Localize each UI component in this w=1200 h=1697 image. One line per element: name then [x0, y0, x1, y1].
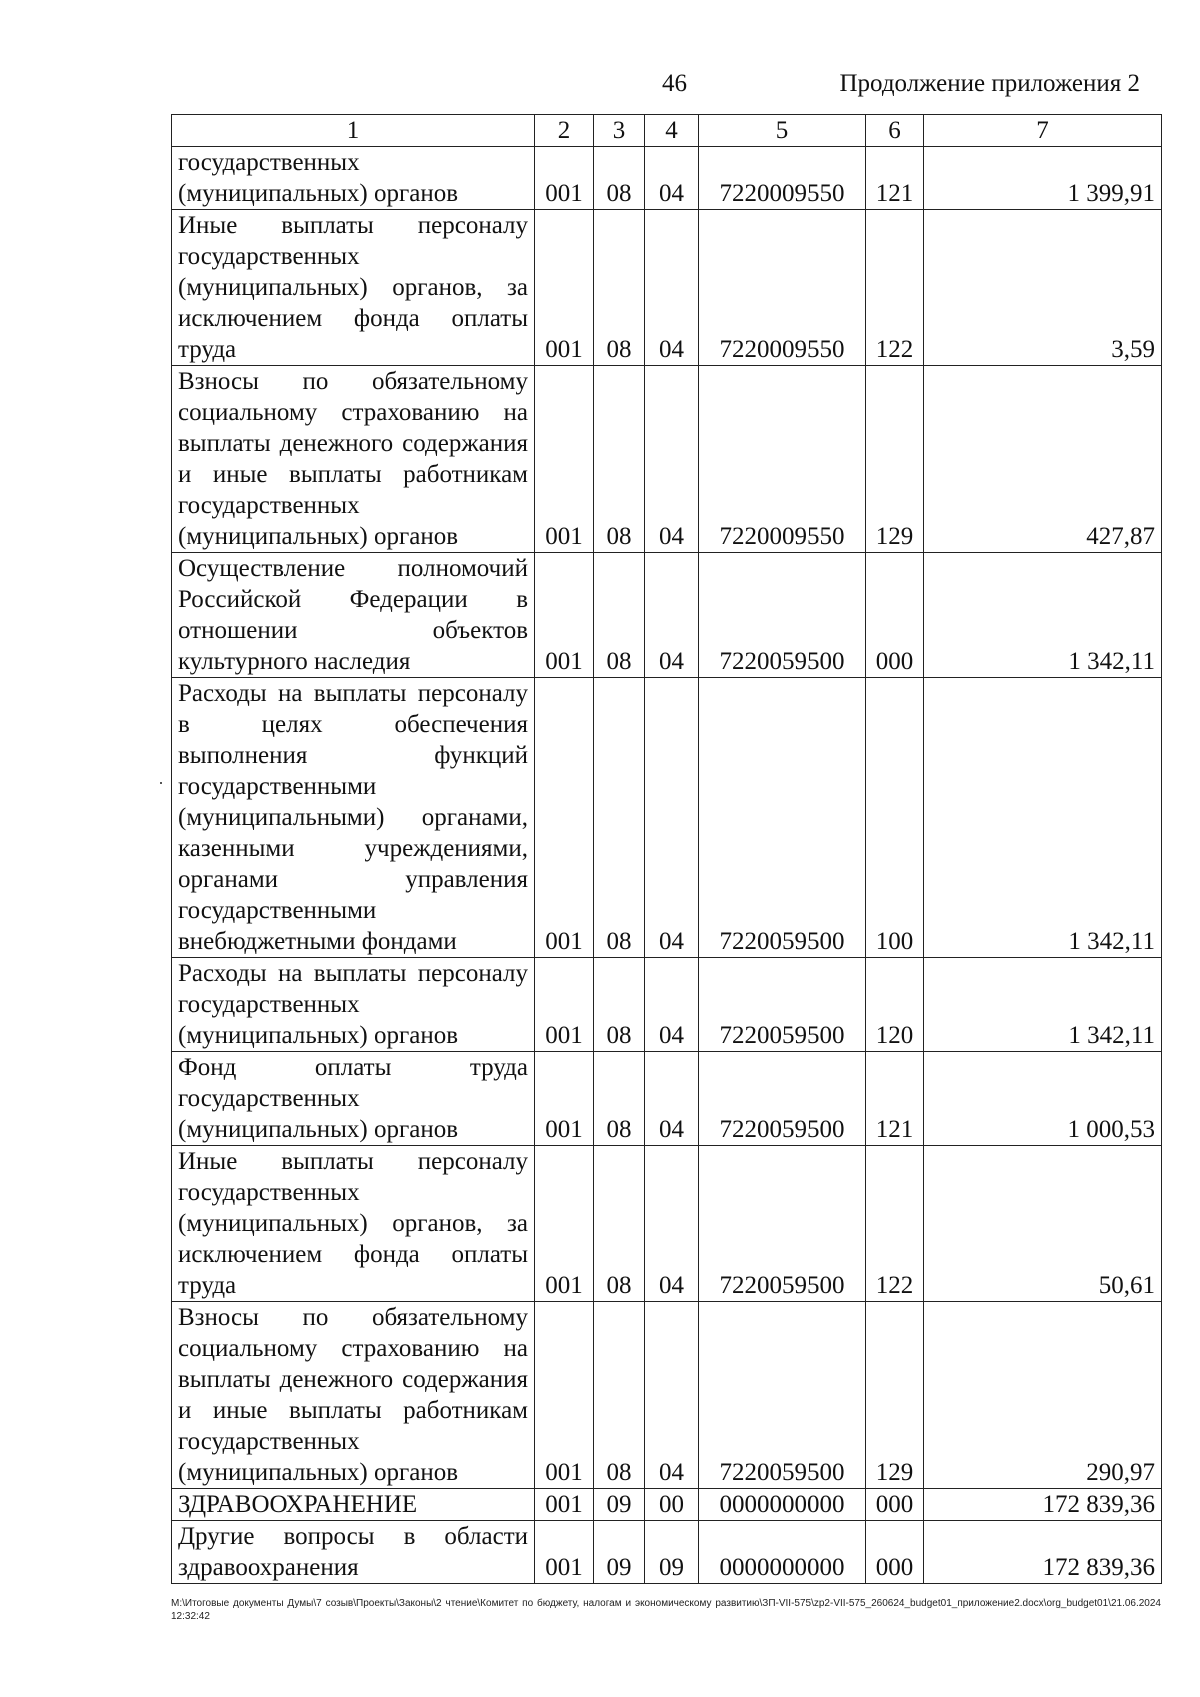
subsection-code: 04 — [645, 1146, 699, 1302]
target-article-code: 7220059500 — [699, 678, 866, 958]
column-header: 2 — [535, 115, 594, 147]
expense-name: Расходы на выплаты персоналу в целях обеспечения выполнения функций государственными (муниципальными) органами, казенными учреждениями, органами управления государственными внебюджетными фондами — [172, 678, 535, 958]
target-article-code: 0000000000 — [699, 1521, 866, 1584]
column-header: 7 — [924, 115, 1162, 147]
ministry-code: 001 — [535, 958, 594, 1052]
continuation-heading: Продолжение приложения 2 — [839, 70, 1140, 97]
ministry-code: 001 — [535, 366, 594, 553]
table-header-row — [172, 115, 1162, 147]
scan-speck — [160, 782, 162, 784]
subsection-code: 00 — [645, 1489, 699, 1521]
expense-type-code: 129 — [866, 1302, 924, 1489]
expense-type-code: 122 — [866, 1146, 924, 1302]
expense-type-code: 120 — [866, 958, 924, 1052]
expense-type-code: 129 — [866, 366, 924, 553]
section-code: 09 — [594, 1521, 645, 1584]
target-article-code: 7220059500 — [699, 553, 866, 678]
expense-type-code: 121 — [866, 147, 924, 210]
budget-table — [171, 114, 1162, 1584]
expense-type-code: 000 — [866, 553, 924, 678]
amount: 1 342,11 — [924, 553, 1162, 678]
amount: 1 000,53 — [924, 1052, 1162, 1146]
expense-name: Иные выплаты персоналу государственных (муниципальных) органов, за исключением фонда оплаты труда — [172, 210, 535, 366]
amount: 3,59 — [924, 210, 1162, 366]
expense-type-code: 100 — [866, 678, 924, 958]
amount: 290,97 — [924, 1302, 1162, 1489]
ministry-code: 001 — [535, 1052, 594, 1146]
expense-type-code: 000 — [866, 1489, 924, 1521]
section-code: 08 — [594, 210, 645, 366]
ministry-code: 001 — [535, 210, 594, 366]
table-row — [172, 1302, 1162, 1489]
column-header: 6 — [866, 115, 924, 147]
section-code: 08 — [594, 1146, 645, 1302]
ministry-code: 001 — [535, 1146, 594, 1302]
section-code: 08 — [594, 366, 645, 553]
target-article-code: 7220059500 — [699, 1052, 866, 1146]
ministry-code: 001 — [535, 1521, 594, 1584]
expense-name: ЗДРАВООХРАНЕНИЕ — [172, 1489, 535, 1521]
table-row — [172, 1052, 1162, 1146]
column-header: 1 — [172, 115, 535, 147]
table-row — [172, 366, 1162, 553]
amount: 1 399,91 — [924, 147, 1162, 210]
section-code: 08 — [594, 958, 645, 1052]
subsection-code: 04 — [645, 1302, 699, 1489]
section-code: 08 — [594, 1302, 645, 1489]
subsection-code: 04 — [645, 147, 699, 210]
expense-name: Фонд оплаты труда государственных (муниципальных) органов — [172, 1052, 535, 1146]
amount: 427,87 — [924, 366, 1162, 553]
expense-name: Взносы по обязательному социальному страхованию на выплаты денежного содержания и иные выплаты работникам государственных (муниципальных) органов — [172, 1302, 535, 1489]
subsection-code: 04 — [645, 366, 699, 553]
table-row — [172, 210, 1162, 366]
table-row — [172, 1146, 1162, 1302]
target-article-code: 7220009550 — [699, 366, 866, 553]
column-header: 4 — [645, 115, 699, 147]
target-article-code: 7220059500 — [699, 1146, 866, 1302]
table-row — [172, 1489, 1162, 1521]
expense-name: Осуществление полномочий Российской Федерации в отношении объектов культурного наследия — [172, 553, 535, 678]
target-article-code: 7220059500 — [699, 958, 866, 1052]
target-article-code: 7220009550 — [699, 210, 866, 366]
section-code: 08 — [594, 1052, 645, 1146]
ministry-code: 001 — [535, 147, 594, 210]
amount: 1 342,11 — [924, 678, 1162, 958]
ministry-code: 001 — [535, 678, 594, 958]
ministry-code: 001 — [535, 1302, 594, 1489]
expense-name: Расходы на выплаты персоналу государственных (муниципальных) органов — [172, 958, 535, 1052]
column-header: 3 — [594, 115, 645, 147]
subsection-code: 09 — [645, 1521, 699, 1584]
target-article-code: 7220009550 — [699, 147, 866, 210]
ministry-code: 001 — [535, 1489, 594, 1521]
subsection-code: 04 — [645, 1052, 699, 1146]
target-article-code: 0000000000 — [699, 1489, 866, 1521]
table-row — [172, 958, 1162, 1052]
table-row — [172, 1521, 1162, 1584]
amount: 172 839,36 — [924, 1489, 1162, 1521]
amount: 1 342,11 — [924, 958, 1162, 1052]
expense-name: Иные выплаты персоналу государственных (муниципальных) органов, за исключением фонда оплаты труда — [172, 1146, 535, 1302]
subsection-code: 04 — [645, 553, 699, 678]
target-article-code: 7220059500 — [699, 1302, 866, 1489]
expense-type-code: 122 — [866, 210, 924, 366]
expense-type-code: 000 — [866, 1521, 924, 1584]
column-header: 5 — [699, 115, 866, 147]
expense-name: государственных (муниципальных) органов — [172, 147, 535, 210]
section-code: 09 — [594, 1489, 645, 1521]
expense-type-code: 121 — [866, 1052, 924, 1146]
subsection-code: 04 — [645, 958, 699, 1052]
expense-name: Другие вопросы в области здравоохранения — [172, 1521, 535, 1584]
section-code: 08 — [594, 678, 645, 958]
section-code: 08 — [594, 147, 645, 210]
file-path-footer: M:\Итоговые документы Думы\7 созыв\Проекты\Законы\2 чтение\Комитет по бюджету, налогам и экономическому развитию\ЗП-VII-575\zp2-VII-575_260624_budget01_приложение2.docx\org_budget01\21.06.2024 12:32:42 — [171, 1598, 1161, 1622]
amount: 50,61 — [924, 1146, 1162, 1302]
subsection-code: 04 — [645, 210, 699, 366]
table-row — [172, 678, 1162, 958]
amount: 172 839,36 — [924, 1521, 1162, 1584]
expense-name: Взносы по обязательному социальному страхованию на выплаты денежного содержания и иные выплаты работникам государственных (муниципальных) органов — [172, 366, 535, 553]
subsection-code: 04 — [645, 678, 699, 958]
table-row — [172, 147, 1162, 210]
page-number: 46 — [662, 70, 687, 97]
section-code: 08 — [594, 553, 645, 678]
ministry-code: 001 — [535, 553, 594, 678]
table-row — [172, 553, 1162, 678]
